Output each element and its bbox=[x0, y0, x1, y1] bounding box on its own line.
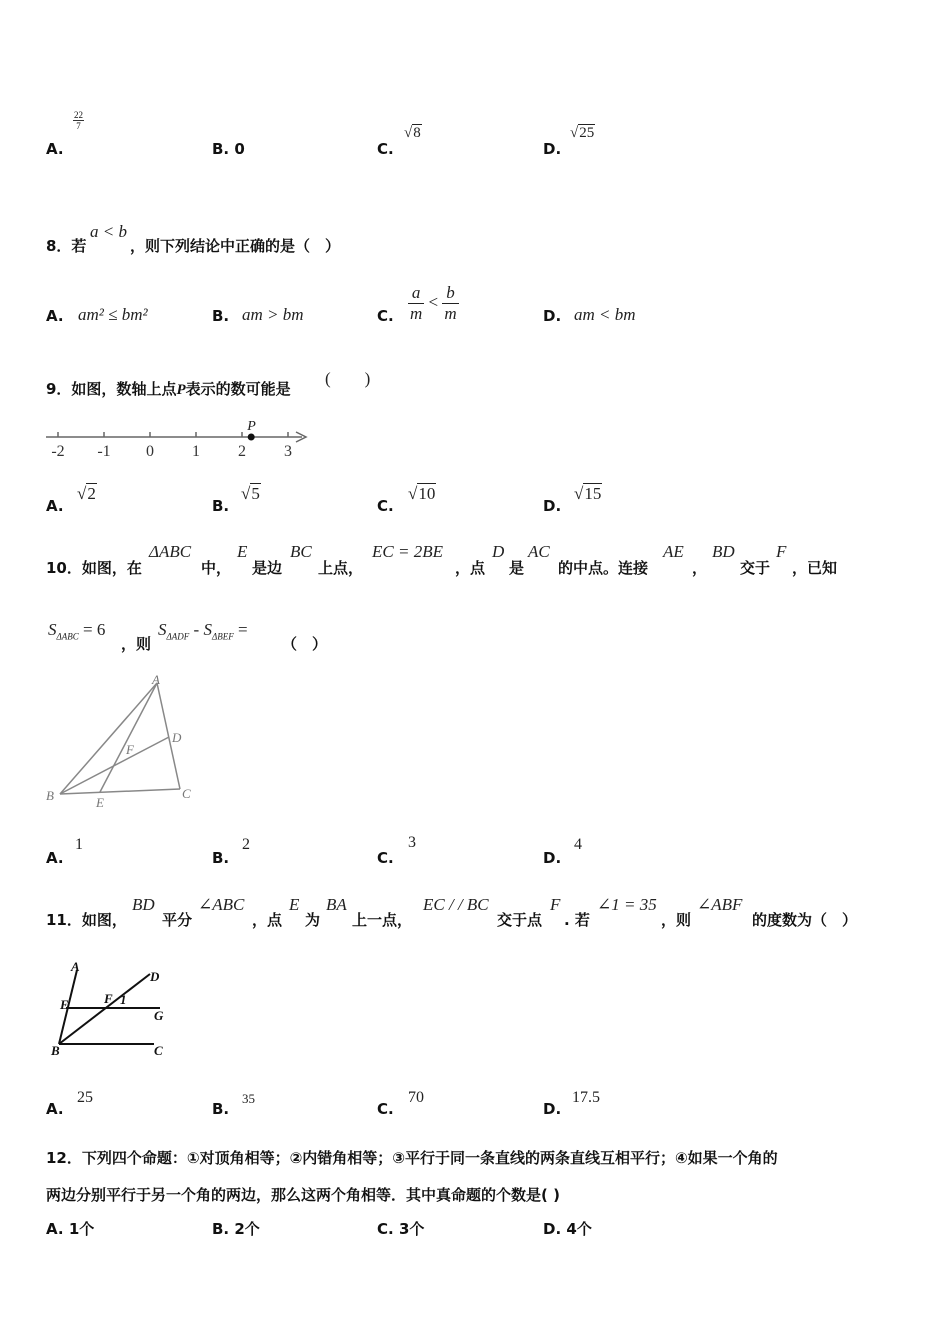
q10-option-b-letter: B. bbox=[212, 849, 230, 867]
q10-p6: 是 bbox=[509, 559, 525, 577]
number-line-tick-label: -1 bbox=[97, 443, 111, 460]
q10-f: F bbox=[776, 542, 787, 561]
q10-ac: AC bbox=[528, 542, 550, 561]
q7-option-d-sqrt: √25 bbox=[570, 125, 595, 141]
label-d: D bbox=[172, 730, 182, 745]
q12-option-c-value: 3个 bbox=[398, 1220, 425, 1238]
q9-option-a-radicand: 2 bbox=[87, 484, 96, 503]
q10-bd: BD bbox=[712, 542, 735, 561]
q7-fraction-denominator: 7 bbox=[76, 121, 81, 131]
q10-s-bef-sub: ΔBEF bbox=[211, 631, 234, 642]
q12-option-d-value: 4个 bbox=[566, 1220, 592, 1238]
q10-p9: 交于 bbox=[740, 559, 771, 577]
q10-p1: 10．如图，在 bbox=[46, 559, 142, 577]
q12-line-1: 12．下列四个命题：①对顶角相等；②内错角相等；③平行于同一条直线的两条直线互相平行；④如果一个角的 bbox=[46, 1149, 778, 1167]
q11-option-b-value: 35 bbox=[242, 1091, 255, 1106]
q11-option-c-value: 70 bbox=[408, 1089, 424, 1106]
q11-p5: 上一点， bbox=[352, 911, 413, 929]
q11-p4: 为 bbox=[305, 911, 321, 929]
q12-option-c bbox=[377, 1218, 424, 1239]
q10-s-abc bbox=[48, 620, 105, 641]
q7-option-a-letter: A. bbox=[46, 140, 64, 158]
q7-option-d-radicand: 25 bbox=[579, 125, 595, 141]
q10-equals: = bbox=[237, 620, 248, 639]
q9-option-d-radicand: 15 bbox=[584, 484, 602, 503]
q12-option-c-letter: C. bbox=[377, 1220, 394, 1238]
q11-f: F bbox=[550, 895, 561, 914]
q7-option-c-sqrt: √8 bbox=[404, 125, 421, 141]
q10-s-difference bbox=[158, 620, 248, 641]
label-d: D bbox=[150, 969, 160, 984]
q9-number-line bbox=[40, 415, 320, 465]
q10-option-c-value: 3 bbox=[408, 834, 416, 851]
q9-option-b-radicand: 5 bbox=[251, 484, 260, 503]
q11-p1: 11．如图， bbox=[46, 911, 127, 929]
q8-number: 8．若 bbox=[46, 237, 87, 255]
q11-option-d-value: 17.5 bbox=[572, 1089, 600, 1106]
q10-bc: BC bbox=[290, 542, 312, 561]
q10-option-a-value: 1 bbox=[75, 836, 83, 853]
q10-triangle-figure bbox=[40, 672, 210, 812]
q7-fraction-numerator: 22 bbox=[74, 110, 83, 120]
segment-bc bbox=[60, 789, 180, 794]
q10-p11: ，则 bbox=[121, 635, 152, 653]
q10-option-a-letter: A. bbox=[46, 849, 64, 867]
q11-abc: ∠ABC bbox=[198, 895, 245, 914]
label-a: A bbox=[152, 672, 160, 687]
q8-frac1-den: m bbox=[410, 304, 423, 323]
q10-p5: ，点 bbox=[455, 559, 486, 577]
number-line-tick-label: -2 bbox=[51, 443, 65, 460]
q12-line-2: 两边分别平行于另一个角的两边，那么这两个角相等．其中真命题的个数是( ) bbox=[46, 1186, 560, 1204]
q12-option-b bbox=[212, 1218, 260, 1239]
q7-option-c-radicand: 8 bbox=[413, 125, 421, 141]
q7-option-a-fraction bbox=[73, 110, 84, 131]
q9-option-c-sqrt: √10 bbox=[408, 484, 436, 503]
label-f: F bbox=[104, 991, 113, 1006]
q11-p8: ，则 bbox=[661, 911, 692, 929]
q11-ec-parallel-bc: EC / / BC bbox=[423, 895, 489, 914]
q11-option-c-letter: C. bbox=[377, 1100, 394, 1118]
q12-option-a-letter: A. bbox=[46, 1220, 64, 1238]
q9-prompt bbox=[46, 378, 291, 399]
q9-option-d-sqrt: √15 bbox=[574, 484, 602, 503]
number-line-point-p bbox=[248, 434, 255, 441]
q9-option-b-sqrt: √5 bbox=[241, 484, 260, 503]
q10-ae: AE bbox=[663, 542, 684, 561]
q8-fraction-b-over-m bbox=[442, 283, 458, 324]
q11-bd: BD bbox=[132, 895, 155, 914]
q10-s-adf-s: S bbox=[158, 620, 167, 639]
q8-frac2-den: m bbox=[444, 304, 457, 323]
q8-option-a-expr: am² ≤ bm² bbox=[78, 305, 148, 324]
q9-option-a-sqrt: √2 bbox=[77, 484, 96, 503]
q11-option-d-letter: D. bbox=[543, 1100, 562, 1118]
q10-option-c-letter: C. bbox=[377, 849, 394, 867]
number-line-tick-label: 3 bbox=[284, 443, 292, 460]
segment-bd bbox=[60, 737, 169, 794]
q12-option-a bbox=[46, 1218, 94, 1239]
q10-option-b-value: 2 bbox=[242, 836, 250, 853]
q10-p8: ， bbox=[692, 559, 708, 577]
q11-abf: ∠ABF bbox=[697, 895, 743, 914]
q12-option-d-letter: D. bbox=[543, 1220, 562, 1238]
q11-ba: BA bbox=[326, 895, 347, 914]
q8-prompt: ，则下列结论中正确的是（ ） bbox=[130, 237, 341, 255]
q10-triangle-abc: ΔABC bbox=[149, 542, 192, 561]
q11-p2: 平分 bbox=[162, 911, 193, 929]
q10-s-abc-value: = 6 bbox=[83, 620, 106, 639]
q10-p2: 中， bbox=[201, 559, 232, 577]
q9-point-name: P bbox=[176, 382, 186, 398]
q8-option-c-expr bbox=[408, 283, 459, 324]
q11-p9: 的度数为（ ） bbox=[752, 911, 858, 929]
q11-option-a-letter: A. bbox=[46, 1100, 64, 1118]
q10-s-abc-sub: ΔABC bbox=[56, 631, 79, 642]
label-g: G bbox=[154, 1008, 164, 1023]
label-angle-1: 1 bbox=[120, 992, 127, 1007]
q9-option-c-radicand: 10 bbox=[418, 484, 436, 503]
q9-option-d-letter: D. bbox=[543, 497, 562, 515]
q11-angle1: ∠1 = 35 bbox=[597, 895, 657, 914]
q10-s-abc-s: S bbox=[48, 620, 57, 639]
q11-p7: . 若 bbox=[564, 911, 590, 929]
q8-frac1-num: a bbox=[408, 283, 424, 304]
q10-d: D bbox=[492, 542, 505, 561]
q8-less-than: < bbox=[428, 292, 439, 312]
number-line-ticks bbox=[51, 432, 292, 460]
q9-option-a-letter: A. bbox=[46, 497, 64, 515]
q12-option-b-letter: B. bbox=[212, 1220, 230, 1238]
q8-option-d-expr: am < bm bbox=[574, 305, 636, 324]
label-e: E bbox=[96, 795, 104, 810]
number-line-tick-label: 0 bbox=[146, 443, 154, 460]
q9-prompt-rest: 表示的数可能是 bbox=[185, 380, 291, 398]
q10-p3: 是边 bbox=[252, 559, 283, 577]
q8-option-b-letter: B. bbox=[212, 307, 230, 325]
label-e: E bbox=[60, 997, 69, 1012]
q9-prompt-start: 9．如图，数轴上点 bbox=[46, 380, 177, 398]
q11-option-b-letter: B. bbox=[212, 1100, 230, 1118]
label-c: C bbox=[154, 1043, 163, 1058]
q10-ec-eq: EC = 2BE bbox=[372, 542, 443, 561]
q8-option-a-letter: A. bbox=[46, 307, 64, 325]
q10-s-bef-s: S bbox=[203, 620, 212, 639]
q10-minus: - bbox=[193, 620, 200, 639]
q10-e: E bbox=[237, 542, 248, 561]
q11-parallel-figure bbox=[42, 958, 182, 1066]
q7-option-b-value: 0 bbox=[234, 140, 245, 158]
label-b: B bbox=[51, 1043, 60, 1058]
q12-option-a-value: 1个 bbox=[68, 1220, 95, 1238]
q11-e: E bbox=[289, 895, 300, 914]
label-f: F bbox=[126, 742, 134, 757]
q10-option-d-letter: D. bbox=[543, 849, 562, 867]
number-line-point-label: P bbox=[247, 419, 256, 434]
q8-option-d-letter: D. bbox=[543, 307, 562, 325]
q7-option-d-letter: D. bbox=[543, 140, 562, 158]
q7-option-b bbox=[212, 140, 245, 158]
q8-option-c-letter: C. bbox=[377, 307, 394, 325]
q10-option-d-value: 4 bbox=[574, 836, 582, 853]
q10-p4: 上点， bbox=[318, 559, 364, 577]
q12-option-d bbox=[543, 1218, 592, 1239]
q9-option-c-letter: C. bbox=[377, 497, 394, 515]
q9-paren: ( ) bbox=[325, 369, 371, 388]
number-line-tick-label: 2 bbox=[238, 443, 246, 460]
q8-frac2-num: b bbox=[442, 283, 458, 304]
q8-fraction-a-over-m bbox=[408, 283, 424, 324]
q7-option-c-letter: C. bbox=[377, 140, 394, 158]
label-c: C bbox=[182, 786, 191, 801]
q7-option-b-letter: B. bbox=[212, 140, 230, 158]
q11-p3: ，点 bbox=[252, 911, 283, 929]
q10-s-adf-sub: ΔADF bbox=[166, 631, 190, 642]
label-a: A bbox=[71, 959, 80, 974]
q10-paren: （ ） bbox=[282, 635, 328, 653]
q8-condition: a < b bbox=[90, 222, 127, 241]
q8-option-b-expr: am > bm bbox=[242, 305, 304, 324]
q10-p7: 的中点。连接 bbox=[558, 559, 649, 577]
q11-option-a-value: 25 bbox=[77, 1089, 93, 1106]
q12-option-b-value: 2个 bbox=[234, 1220, 260, 1238]
number-line-tick-label: 1 bbox=[192, 443, 200, 460]
q10-p10: ，已知 bbox=[792, 559, 838, 577]
label-b: B bbox=[46, 788, 54, 803]
q11-p6: 交于点 bbox=[497, 911, 543, 929]
q9-option-b-letter: B. bbox=[212, 497, 230, 515]
